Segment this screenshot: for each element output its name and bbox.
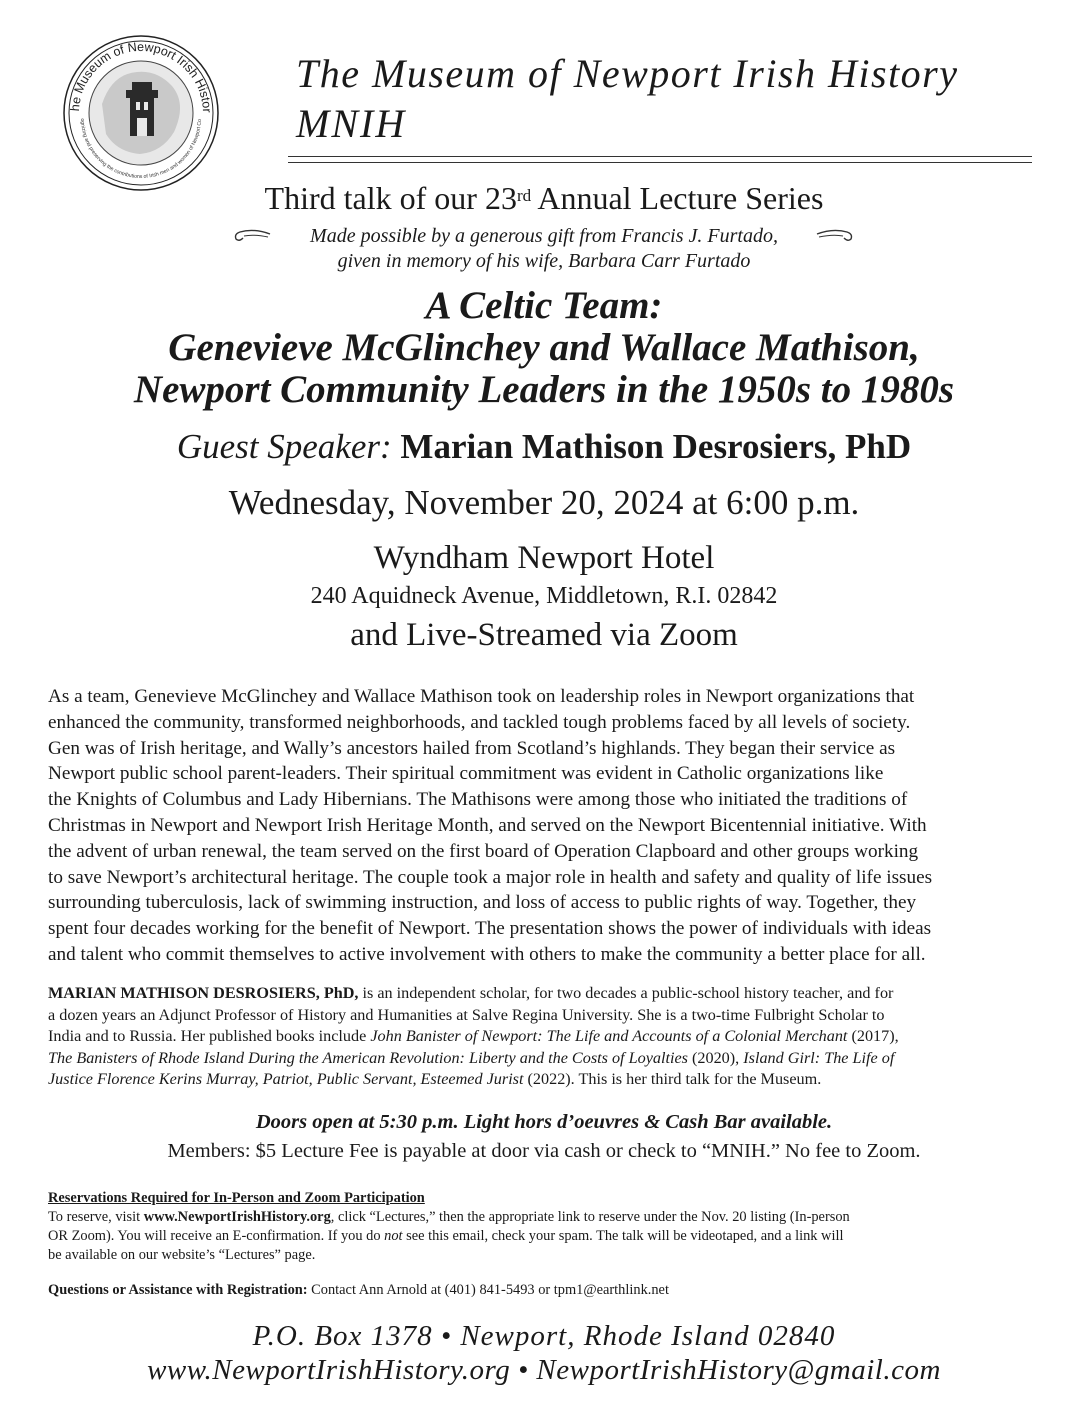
reservations-heading: Reservations Required for In-Person and Zoom Participation: [48, 1190, 425, 1206]
header-subtitle: MNIH: [296, 101, 407, 146]
lecture-title: A Celtic Team: Genevieve McGlinchey and Wallace Mathison, Newport Community Leaders in the 1950s to 1980s: [133, 284, 955, 411]
doors-info: Doors open at 5:30 p.m. Light hors d’oeuvres & Cash Bar available.: [255, 1111, 833, 1133]
event-venue: Wyndham Newport Hotel: [373, 540, 715, 576]
logo-inner-text: ognizing and preserving the contributions of Irish men and women of Newport Co: [78, 118, 204, 181]
footer-address: P.O. Box 1378 • Newport, Rhode Island 02840: [252, 1320, 836, 1352]
questions-contact: Questions or Assistance with Registration: Contact Ann Arnold at (401) 841-5493 or tpm1@earthlink.net: [48, 1282, 669, 1298]
speaker-bio: MARIAN MATHISON DESROSIERS, PhD, is an independent scholar, for two decades a public-school history teacher, and for a dozen years an Adjunct Professor of History and Humanities at Salve Regina University. She is a two-time Fulbright Scholar to India and to Russia. Her published books include John Banister of Newport: The Life and Accounts of a Colonial Merchant (2017), The Banisters of Rhode Island During the American Revolution: Liberty and the Costs of Loyalties (2020), Island Girl: The Life of Justice Florence Kerins Murray, Patriot, Public Servant, Esteemed Jurist (2022). This is her third talk for the Museum.: [48, 984, 899, 1089]
header-divider-top: [288, 156, 1032, 157]
fee-info: Members: $5 Lecture Fee is payable at door via cash or check to “MNIH.” No fee to Zoom.: [167, 1140, 921, 1162]
header-title: The Museum of Newport Irish History: [296, 51, 959, 96]
event-address: 240 Aquidneck Avenue, Middletown, R.I. 02842: [310, 583, 778, 609]
gift-acknowledgement: Made possible by a generous gift from Francis J. Furtado, given in memory of his wife, Barbara Carr Furtado: [310, 225, 778, 272]
reservations-section: Reservations Required for In-Person and Zoom Participation To reserve, visit www.NewportIrishHistory.org, click “Lectures,” then the appropriate link to reserve under the Nov. 20 listing (In-person OR Zoom). You will receive an E-confirmation. If you do not see this email, check your spam. The talk will be videotaped, and a link will be available on our website’s “Lectures” page.: [48, 1189, 1043, 1265]
header-divider-bottom: [288, 162, 1032, 163]
website-link[interactable]: www.NewportIrishHistory.org: [143, 1209, 331, 1225]
event-stream: and Live-Streamed via Zoom: [350, 617, 738, 653]
logo-ring-text: he Museum of Newport Irish Histor: [67, 39, 215, 113]
lecture-series-line: Third talk of our 23rd Annual Lecture Series: [264, 180, 824, 216]
footer-web-email: www.NewportIrishHistory.org • NewportIrishHistory@gmail.com: [147, 1354, 941, 1386]
lecture-description: As a team, Genevieve McGlinchey and Wallace Mathison took on leadership roles in Newport organizations that enhanced the community, transformed neighborhoods, and tackled tough problems faced by all levels of society. Gen was of Irish heritage, and Wally’s ancestors hailed from Scotland’s highlands. They began their service as Newport public school parent-leaders. Their spiritual commitment was evident in Catholic organizations like the Knights of Columbus and Lady Hibernians. The Mathisons were among those who initiated the traditions of Christmas in Newport and Newport Irish Heritage Month, and served on the Newport Bicentennial initiative. With the advent of urban renewal, the team served on the first board of Operation Clapboard and other groups working to save Newport’s architectural heritage. The couple took a major role in health and safety and quality of life issues surrounding tuberculosis, lack of swimming instruction, and loss of access to public rights of way. Together, they spent four decades working for the benefit of Newport. The presentation shows the power of individuals with ideas and talent who commit themselves to active involvement with others to make the community a better place for all.: [48, 686, 933, 965]
guest-speaker: Guest Speaker: Marian Mathison Desrosiers, PhD: [176, 427, 912, 466]
event-date: Wednesday, November 20, 2024 at 6:00 p.m.: [228, 483, 860, 522]
ordinal-suffix: rd: [516, 186, 532, 205]
museum-logo-seal: [62, 34, 220, 192]
